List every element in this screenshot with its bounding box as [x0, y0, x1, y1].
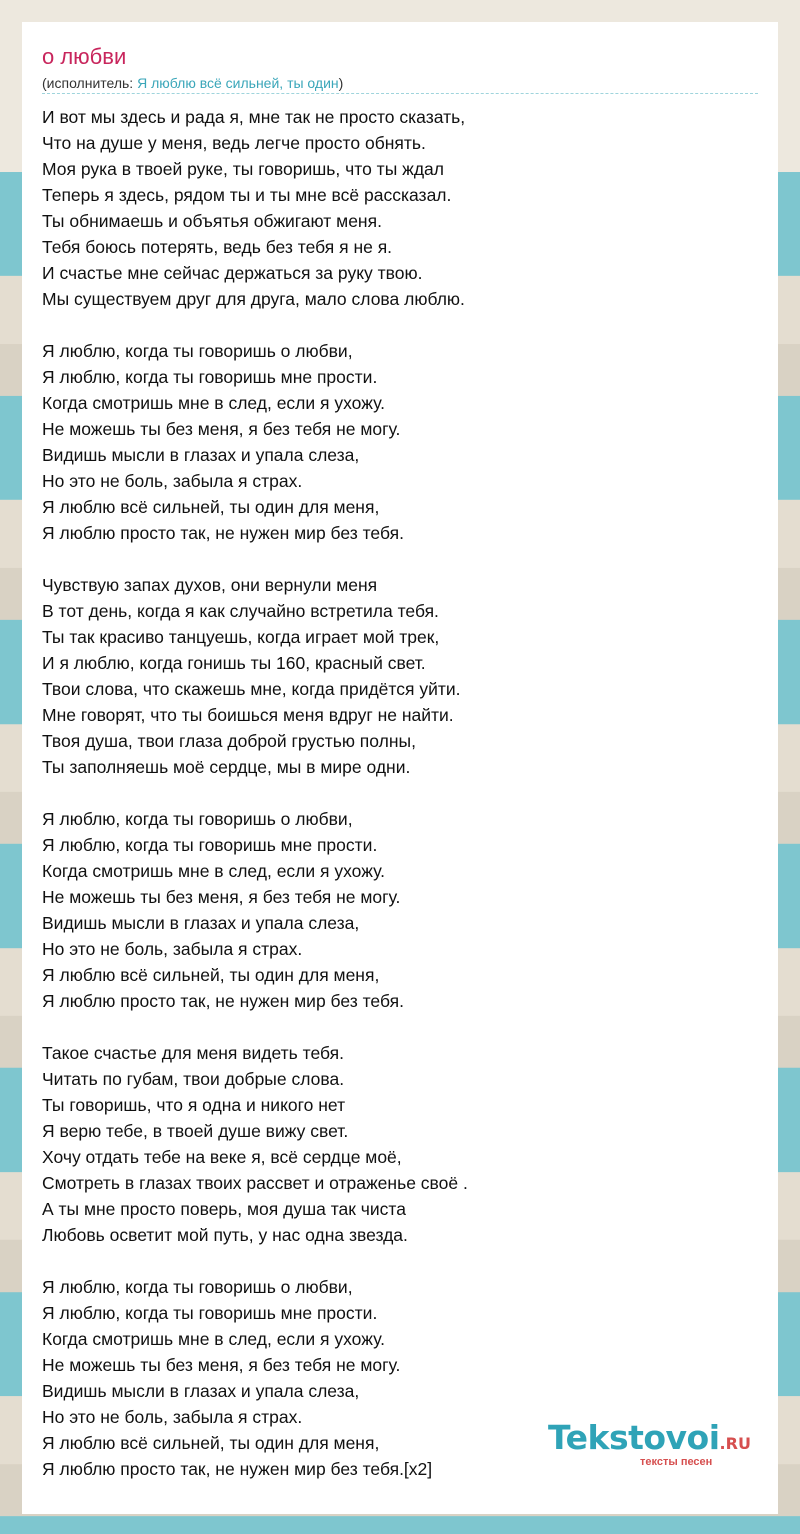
- lyric-line: Не можешь ты без меня, я без тебя не могу.: [42, 887, 401, 907]
- song-title: о любви: [42, 44, 127, 69]
- lyric-line: Не можешь ты без меня, я без тебя не могу.: [42, 419, 401, 439]
- lyrics-card: [22, 22, 778, 1514]
- lyric-line: Я люблю просто так, не нужен мир без тебя.: [42, 991, 404, 1011]
- lyric-line: Когда смотришь мне в след, если я ухожу.: [42, 1329, 385, 1349]
- lyric-line: Я люблю всё сильней, ты один для меня,: [42, 497, 380, 517]
- lyric-line: Мы существуем друг для друга, мало слова люблю.: [42, 289, 465, 309]
- site-logo[interactable]: [548, 1418, 758, 1478]
- lyric-line: Я люблю, когда ты говоришь о любви,: [42, 1277, 353, 1297]
- lyric-line: Я люблю просто так, не нужен мир без тебя.: [42, 523, 404, 543]
- lyric-line: А ты мне просто поверь, моя душа так чиста: [42, 1199, 406, 1219]
- lyric-line: Ты так красиво танцуешь, когда играет мой трек,: [42, 627, 440, 647]
- artist-prefix: (исполнитель:: [42, 75, 138, 91]
- lyric-line: Я люблю всё сильней, ты один для меня,: [42, 965, 380, 985]
- lyric-line: Я люблю, когда ты говоришь о любви,: [42, 809, 353, 829]
- logo-name: Tekstovoi: [548, 1418, 720, 1457]
- lyric-line: Видишь мысли в глазах и упала слеза,: [42, 913, 360, 933]
- lyric-line: И счастье мне сейчас держаться за руку твою.: [42, 263, 423, 283]
- lyric-line: Но это не боль, забыла я страх.: [42, 939, 303, 959]
- lyric-line: Я люблю, когда ты говоришь мне прости.: [42, 1303, 378, 1323]
- stanza-break: [42, 312, 762, 338]
- lyric-line: Я люблю, когда ты говоришь мне прости.: [42, 835, 378, 855]
- lyric-line: Но это не боль, забыла я страх.: [42, 471, 303, 491]
- lyric-line: Твои слова, что скажешь мне, когда придётся уйти.: [42, 679, 461, 699]
- lyric-line: И я люблю, когда гонишь ты 160, красный свет.: [42, 653, 426, 673]
- lyric-line: Любовь осветит мой путь, у нас одна звезда.: [42, 1225, 408, 1245]
- lyric-line: Теперь я здесь, рядом ты и ты мне всё рассказал.: [42, 185, 452, 205]
- lyric-line: Я люблю, когда ты говоришь о любви,: [42, 341, 353, 361]
- artist-line: [42, 74, 343, 92]
- lyric-line: Читать по губам, твои добрые слова.: [42, 1069, 345, 1089]
- stanza-break: [42, 546, 762, 572]
- lyric-line: Я верю тебе, в твоей душе вижу свет.: [42, 1121, 349, 1141]
- lyric-line: Чувствую запах духов, они вернули меня: [42, 575, 378, 595]
- title-divider: [42, 93, 758, 94]
- lyrics-text: [42, 104, 762, 1482]
- artist-link[interactable]: Я люблю всё сильней, ты один: [137, 75, 339, 91]
- lyric-line: Я люблю просто так, не нужен мир без тебя.[x2]: [42, 1459, 433, 1479]
- lyric-line: И вот мы здесь и рада я, мне так не просто сказать,: [42, 107, 466, 127]
- lyric-line: Такое счастье для меня видеть тебя.: [42, 1043, 344, 1063]
- lyric-line: Мне говорят, что ты боишься меня вдруг не найти.: [42, 705, 454, 725]
- artist-suffix: ): [338, 75, 344, 91]
- lyric-line: В тот день, когда я как случайно встретила тебя.: [42, 601, 439, 621]
- lyric-line: Я люблю, когда ты говоришь мне прости.: [42, 367, 378, 387]
- lyric-line: Но это не боль, забыла я страх.: [42, 1407, 303, 1427]
- stanza-break: [42, 1014, 762, 1040]
- lyric-line: Смотреть в глазах твоих рассвет и отраженье своё .: [42, 1173, 468, 1193]
- lyric-line: Хочу отдать тебе на веке я, всё сердце моё,: [42, 1147, 402, 1167]
- logo-tagline: тексты песен: [640, 1456, 713, 1468]
- lyric-line: Когда смотришь мне в след, если я ухожу.: [42, 393, 385, 413]
- lyric-line: Видишь мысли в глазах и упала слеза,: [42, 445, 360, 465]
- lyric-line: Тебя боюсь потерять, ведь без тебя я не я.: [42, 237, 393, 257]
- lyric-line: Ты говоришь, что я одна и никого нет: [42, 1095, 346, 1115]
- lyric-line: Моя рука в твоей руке, ты говоришь, что ты ждал: [42, 159, 444, 179]
- lyric-line: Когда смотришь мне в след, если я ухожу.: [42, 861, 385, 881]
- lyric-line: Не можешь ты без меня, я без тебя не могу.: [42, 1355, 401, 1375]
- lyric-line: Ты обнимаешь и объятья обжигают меня.: [42, 211, 382, 231]
- lyric-line: Что на душе у меня, ведь легче просто обнять.: [42, 133, 426, 153]
- stanza-break: [42, 780, 762, 806]
- logo-tld: .RU: [719, 1434, 751, 1453]
- lyric-line: Твоя душа, твои глаза доброй грустью полны,: [42, 731, 416, 751]
- stanza-break: [42, 1248, 762, 1274]
- lyric-line: Видишь мысли в глазах и упала слеза,: [42, 1381, 360, 1401]
- lyric-line: Я люблю всё сильней, ты один для меня,: [42, 1433, 380, 1453]
- lyric-line: Ты заполняешь моё сердце, мы в мире одни.: [42, 757, 411, 777]
